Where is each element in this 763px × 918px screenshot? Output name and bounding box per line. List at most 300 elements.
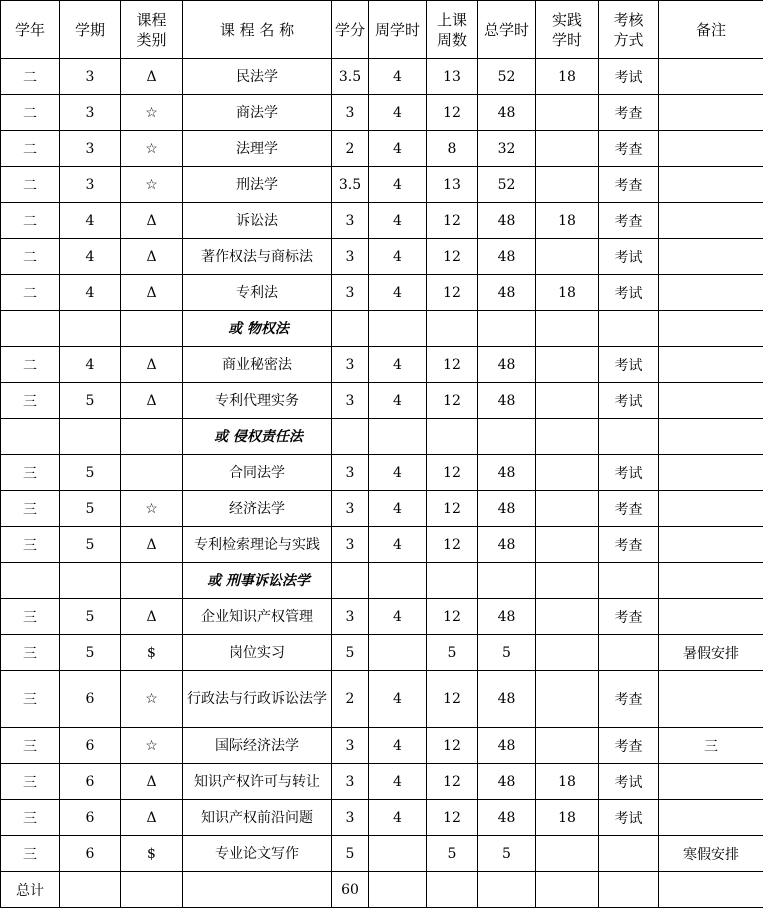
header-weeks [427, 1, 478, 59]
header-weekly-hours [369, 1, 427, 59]
empty-cell [536, 563, 599, 599]
cell-category: $ [121, 635, 183, 671]
header-year [1, 1, 60, 59]
cell-remarks [659, 527, 763, 563]
cell-practice-hours: 18 [536, 764, 599, 800]
alternative-course-name [183, 563, 332, 599]
cell-term: 6 [60, 800, 121, 836]
cell-weekly-hours: 4 [369, 239, 427, 275]
empty-cell [536, 311, 599, 347]
cell-name: 诉讼法 [183, 203, 332, 239]
cell-credits: 3 [332, 275, 369, 311]
empty-cell [60, 311, 121, 347]
cell-category: Δ [121, 239, 183, 275]
cell-year: 三 [1, 599, 60, 635]
cell-practice-hours [536, 383, 599, 419]
empty-cell [332, 563, 369, 599]
alternative-course-text: 或 刑事诉讼法学 [207, 572, 310, 589]
empty-cell [369, 872, 427, 908]
empty-cell [427, 311, 478, 347]
cell-weekly-hours: 4 [369, 764, 427, 800]
cell-credits: 3.5 [332, 59, 369, 95]
cell-practice-hours [536, 527, 599, 563]
cell-assessment: 考试 [599, 239, 659, 275]
cell-name: 专利法 [183, 275, 332, 311]
cell-credits: 3 [332, 764, 369, 800]
cell-year: 三 [1, 491, 60, 527]
cell-total-hours: 5 [478, 836, 536, 872]
empty-cell [536, 419, 599, 455]
cell-assessment: 考查 [599, 167, 659, 203]
cell-practice-hours [536, 131, 599, 167]
empty-cell [659, 419, 763, 455]
cell-weeks: 12 [427, 275, 478, 311]
cell-category: ☆ [121, 491, 183, 527]
course-row [1, 383, 763, 419]
cell-assessment: 考试 [599, 347, 659, 383]
cell-weekly-hours [369, 635, 427, 671]
header-label: 学时 [551, 30, 582, 49]
cell-remarks [659, 800, 763, 836]
cell-name: 法理学 [183, 131, 332, 167]
empty-cell [60, 563, 121, 599]
header-label: 课 程 名 称 [219, 20, 295, 39]
cell-practice-hours [536, 455, 599, 491]
empty-cell [427, 872, 478, 908]
cell-remarks [659, 167, 763, 203]
cell-weeks: 12 [427, 527, 478, 563]
empty-cell [536, 872, 599, 908]
cell-practice-hours [536, 728, 599, 764]
empty-cell [369, 311, 427, 347]
header-category [121, 1, 183, 59]
cell-remarks [659, 491, 763, 527]
cell-weekly-hours: 4 [369, 800, 427, 836]
cell-credits: 2 [332, 671, 369, 728]
header-label: 考核 [613, 10, 644, 29]
cell-term: 4 [60, 203, 121, 239]
cell-total-hours: 48 [478, 491, 536, 527]
header-label: 课程 [136, 10, 167, 29]
cell-name: 商法学 [183, 95, 332, 131]
cell-assessment [599, 836, 659, 872]
cell-assessment: 考试 [599, 800, 659, 836]
empty-cell [60, 419, 121, 455]
header-assessment [599, 1, 659, 59]
empty-cell [121, 872, 183, 908]
cell-weeks: 5 [427, 836, 478, 872]
cell-credits: 3 [332, 95, 369, 131]
header-term [60, 1, 121, 59]
cell-year: 三 [1, 383, 60, 419]
cell-credits: 3.5 [332, 167, 369, 203]
cell-year: 二 [1, 59, 60, 95]
cell-category: ☆ [121, 671, 183, 728]
cell-assessment: 考查 [599, 491, 659, 527]
cell-practice-hours [536, 347, 599, 383]
cell-practice-hours [536, 635, 599, 671]
cell-weekly-hours: 4 [369, 491, 427, 527]
header-label: 周学时 [374, 20, 420, 39]
cell-remarks: 三 [659, 728, 763, 764]
course-row [1, 95, 763, 131]
cell-weekly-hours: 4 [369, 599, 427, 635]
cell-term: 6 [60, 671, 121, 728]
header-label: 方式 [613, 30, 644, 49]
empty-cell [1, 311, 60, 347]
course-row [1, 275, 763, 311]
cell-weekly-hours: 4 [369, 275, 427, 311]
cell-total-hours: 48 [478, 239, 536, 275]
cell-category: Δ [121, 599, 183, 635]
course-row [1, 455, 763, 491]
cell-year: 三 [1, 671, 60, 728]
cell-year: 二 [1, 95, 60, 131]
cell-weekly-hours: 4 [369, 167, 427, 203]
cell-weekly-hours: 4 [369, 728, 427, 764]
course-row [1, 131, 763, 167]
cell-assessment: 考查 [599, 671, 659, 728]
cell-name: 合同法学 [183, 455, 332, 491]
header-row [1, 1, 763, 59]
cell-total-hours: 48 [478, 671, 536, 728]
cell-practice-hours [536, 239, 599, 275]
cell-term: 5 [60, 455, 121, 491]
alternative-course-text: 或 物权法 [228, 320, 289, 337]
cell-weeks: 12 [427, 599, 478, 635]
cell-name: 岗位实习 [183, 635, 332, 671]
cell-remarks [659, 599, 763, 635]
cell-remarks [659, 455, 763, 491]
cell-name: 民法学 [183, 59, 332, 95]
alternative-course-row [1, 419, 763, 455]
cell-credits: 3 [332, 239, 369, 275]
cell-assessment: 考试 [599, 764, 659, 800]
alternative-course-name [183, 419, 332, 455]
cell-category: Δ [121, 347, 183, 383]
table-body [1, 59, 763, 872]
empty-cell [427, 419, 478, 455]
empty-cell [1, 419, 60, 455]
course-row [1, 599, 763, 635]
course-row [1, 527, 763, 563]
cell-practice-hours [536, 599, 599, 635]
cell-year: 三 [1, 800, 60, 836]
cell-year: 三 [1, 527, 60, 563]
cell-year: 二 [1, 275, 60, 311]
cell-credits: 5 [332, 836, 369, 872]
cell-credits: 3 [332, 383, 369, 419]
course-row [1, 491, 763, 527]
cell-category: Δ [121, 59, 183, 95]
cell-assessment: 考查 [599, 527, 659, 563]
cell-weeks: 12 [427, 800, 478, 836]
cell-practice-hours: 18 [536, 800, 599, 836]
empty-cell [369, 563, 427, 599]
cell-weeks: 12 [427, 491, 478, 527]
cell-assessment [599, 635, 659, 671]
cell-weeks: 13 [427, 59, 478, 95]
cell-credits: 3 [332, 491, 369, 527]
cell-weekly-hours: 4 [369, 671, 427, 728]
cell-total-hours: 52 [478, 167, 536, 203]
empty-cell [599, 311, 659, 347]
cell-term: 6 [60, 836, 121, 872]
course-row [1, 836, 763, 872]
cell-category: Δ [121, 203, 183, 239]
course-row [1, 347, 763, 383]
header-remarks [659, 1, 763, 59]
empty-cell [478, 311, 536, 347]
header-label: 总学时 [483, 20, 529, 39]
header-label: 学年 [14, 20, 45, 39]
cell-category: ☆ [121, 167, 183, 203]
empty-cell [427, 563, 478, 599]
cell-credits: 3 [332, 347, 369, 383]
cell-category: ☆ [121, 728, 183, 764]
alternative-course-text: 或 侵权责任法 [214, 428, 303, 445]
cell-term: 6 [60, 728, 121, 764]
cell-remarks [659, 671, 763, 728]
cell-total-hours: 48 [478, 527, 536, 563]
cell-credits: 3 [332, 527, 369, 563]
cell-remarks [659, 764, 763, 800]
cell-name: 国际经济法学 [183, 728, 332, 764]
cell-year: 二 [1, 203, 60, 239]
cell-name: 专利检索理论与实践 [183, 527, 332, 563]
cell-practice-hours [536, 491, 599, 527]
cell-name: 刑法学 [183, 167, 332, 203]
cell-name: 著作权法与商标法 [183, 239, 332, 275]
empty-cell [478, 563, 536, 599]
cell-weeks: 12 [427, 728, 478, 764]
cell-year: 三 [1, 635, 60, 671]
cell-weeks: 12 [427, 764, 478, 800]
cell-practice-hours [536, 167, 599, 203]
empty-cell [478, 872, 536, 908]
header-credits [332, 1, 369, 59]
empty-cell [332, 311, 369, 347]
empty-cell [183, 872, 332, 908]
total-row [1, 872, 763, 908]
cell-practice-hours [536, 95, 599, 131]
cell-term: 3 [60, 167, 121, 203]
cell-total-hours: 48 [478, 347, 536, 383]
cell-year: 二 [1, 347, 60, 383]
cell-name: 知识产权许可与转让 [183, 764, 332, 800]
cell-weekly-hours: 4 [369, 131, 427, 167]
course-row [1, 800, 763, 836]
cell-weekly-hours: 4 [369, 59, 427, 95]
alternative-course-row [1, 563, 763, 599]
cell-remarks: 暑假安排 [659, 635, 763, 671]
cell-total-hours: 48 [478, 455, 536, 491]
header-practice-hours [536, 1, 599, 59]
cell-total-hours: 52 [478, 59, 536, 95]
cell-credits: 3 [332, 800, 369, 836]
empty-cell [121, 311, 183, 347]
cell-weeks: 12 [427, 383, 478, 419]
cell-name: 经济法学 [183, 491, 332, 527]
cell-term: 4 [60, 347, 121, 383]
cell-weekly-hours: 4 [369, 455, 427, 491]
cell-weekly-hours: 4 [369, 527, 427, 563]
cell-weeks: 12 [427, 455, 478, 491]
cell-assessment: 考查 [599, 203, 659, 239]
cell-term: 5 [60, 491, 121, 527]
header-label: 学期 [74, 20, 105, 39]
cell-term: 5 [60, 635, 121, 671]
header-label: 备注 [695, 20, 726, 39]
total-credits: 60 [332, 872, 369, 908]
empty-cell [599, 563, 659, 599]
cell-name: 行政法与行政诉讼法学 [183, 671, 332, 728]
table-header [1, 1, 763, 59]
header-label: 学分 [334, 20, 365, 39]
cell-assessment: 考查 [599, 131, 659, 167]
header-total-hours [478, 1, 536, 59]
header-label: 类别 [136, 30, 167, 49]
empty-cell [369, 419, 427, 455]
cell-term: 6 [60, 764, 121, 800]
empty-cell [659, 563, 763, 599]
cell-year: 三 [1, 728, 60, 764]
empty-cell [121, 419, 183, 455]
empty-cell [121, 563, 183, 599]
cell-assessment: 考试 [599, 383, 659, 419]
cell-category: ☆ [121, 95, 183, 131]
cell-year: 二 [1, 239, 60, 275]
cell-assessment: 考试 [599, 59, 659, 95]
cell-credits: 5 [332, 635, 369, 671]
cell-total-hours: 48 [478, 203, 536, 239]
cell-weeks: 12 [427, 671, 478, 728]
cell-name: 商业秘密法 [183, 347, 332, 383]
cell-name: 专利代理实务 [183, 383, 332, 419]
cell-term: 4 [60, 275, 121, 311]
empty-cell [659, 872, 763, 908]
cell-practice-hours: 18 [536, 59, 599, 95]
alternative-course-row [1, 311, 763, 347]
cell-term: 5 [60, 527, 121, 563]
cell-total-hours: 5 [478, 635, 536, 671]
cell-total-hours: 48 [478, 800, 536, 836]
cell-category: Δ [121, 527, 183, 563]
cell-category: ☆ [121, 131, 183, 167]
cell-weekly-hours [369, 836, 427, 872]
cell-weeks: 12 [427, 239, 478, 275]
cell-term: 3 [60, 95, 121, 131]
cell-term: 5 [60, 599, 121, 635]
cell-weeks: 13 [427, 167, 478, 203]
empty-cell [599, 872, 659, 908]
empty-cell [332, 419, 369, 455]
empty-cell [659, 311, 763, 347]
cell-remarks [659, 239, 763, 275]
cell-category: Δ [121, 275, 183, 311]
header-label: 实践 [551, 10, 582, 29]
cell-term: 4 [60, 239, 121, 275]
empty-cell [60, 872, 121, 908]
empty-cell [599, 419, 659, 455]
cell-weeks: 12 [427, 203, 478, 239]
cell-weeks: 8 [427, 131, 478, 167]
cell-practice-hours: 18 [536, 275, 599, 311]
cell-category: Δ [121, 383, 183, 419]
cell-name: 知识产权前沿问题 [183, 800, 332, 836]
course-row [1, 635, 763, 671]
cell-category: $ [121, 836, 183, 872]
cell-total-hours: 48 [478, 599, 536, 635]
cell-category: Δ [121, 800, 183, 836]
cell-remarks [659, 131, 763, 167]
cell-term: 3 [60, 131, 121, 167]
cell-credits: 2 [332, 131, 369, 167]
cell-total-hours: 48 [478, 764, 536, 800]
cell-category [121, 455, 183, 491]
cell-year: 二 [1, 167, 60, 203]
cell-term: 5 [60, 383, 121, 419]
cell-weeks: 5 [427, 635, 478, 671]
cell-assessment: 考查 [599, 95, 659, 131]
cell-remarks [659, 347, 763, 383]
table-footer [1, 872, 763, 908]
cell-credits: 3 [332, 455, 369, 491]
course-row [1, 167, 763, 203]
cell-assessment: 考试 [599, 275, 659, 311]
cell-year: 二 [1, 131, 60, 167]
cell-year: 三 [1, 764, 60, 800]
cell-year: 三 [1, 836, 60, 872]
empty-cell [478, 419, 536, 455]
cell-credits: 3 [332, 728, 369, 764]
cell-remarks [659, 95, 763, 131]
cell-practice-hours: 18 [536, 203, 599, 239]
header-name [183, 1, 332, 59]
cell-weeks: 12 [427, 95, 478, 131]
course-row [1, 671, 763, 728]
course-row [1, 59, 763, 95]
course-row [1, 239, 763, 275]
course-row [1, 203, 763, 239]
cell-remarks [659, 275, 763, 311]
cell-year: 三 [1, 455, 60, 491]
cell-remarks: 寒假安排 [659, 836, 763, 872]
cell-remarks [659, 203, 763, 239]
cell-weekly-hours: 4 [369, 95, 427, 131]
cell-assessment: 考试 [599, 455, 659, 491]
cell-total-hours: 48 [478, 383, 536, 419]
cell-assessment: 考查 [599, 728, 659, 764]
cell-weeks: 12 [427, 347, 478, 383]
cell-total-hours: 48 [478, 728, 536, 764]
cell-total-hours: 32 [478, 131, 536, 167]
cell-total-hours: 48 [478, 95, 536, 131]
cell-practice-hours [536, 836, 599, 872]
cell-remarks [659, 59, 763, 95]
cell-weekly-hours: 4 [369, 383, 427, 419]
cell-weekly-hours: 4 [369, 347, 427, 383]
cell-assessment: 考查 [599, 599, 659, 635]
cell-weekly-hours: 4 [369, 203, 427, 239]
course-row [1, 764, 763, 800]
cell-term: 3 [60, 59, 121, 95]
cell-practice-hours [536, 671, 599, 728]
header-label: 周数 [436, 30, 467, 49]
cell-name: 企业知识产权管理 [183, 599, 332, 635]
header-label: 上课 [436, 10, 467, 29]
empty-cell [1, 563, 60, 599]
